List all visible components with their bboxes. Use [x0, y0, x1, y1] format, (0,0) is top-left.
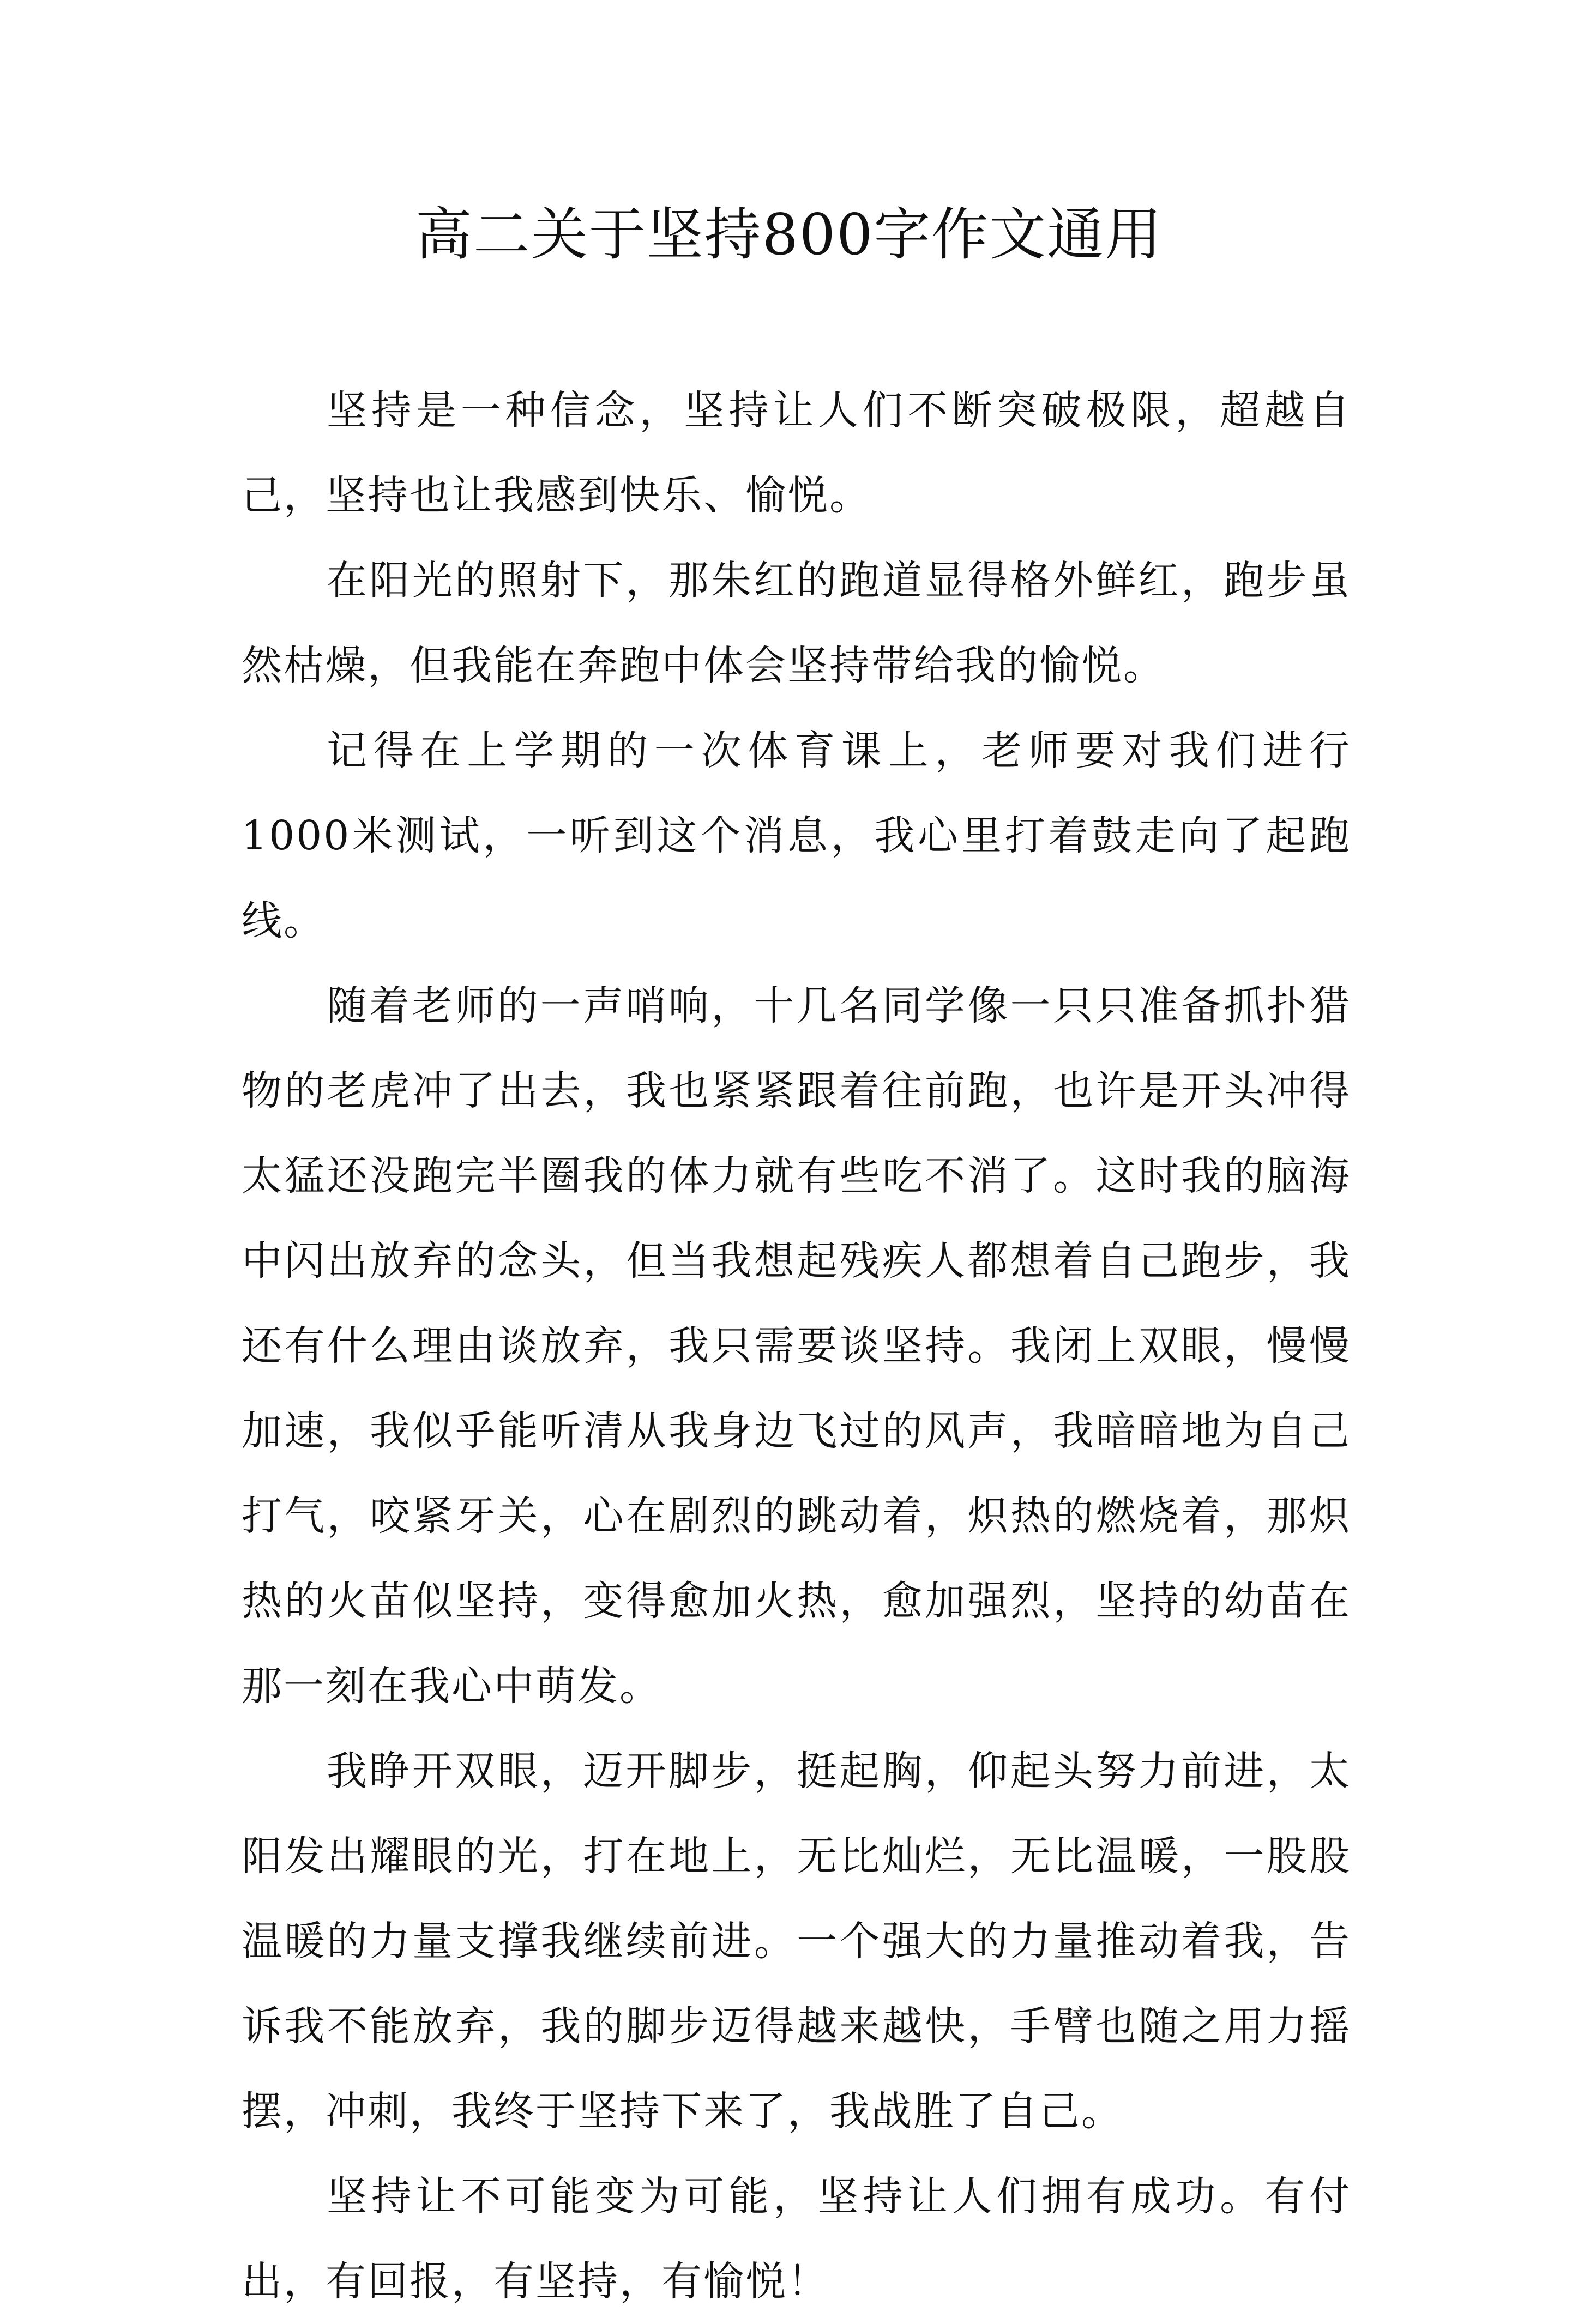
paragraph-3: 记得在上学期的一次体育课上，老师要对我们进行1000米测试，一听到这个消息，我心里打着鼓走向了起跑线。 — [242, 727, 1351, 944]
paragraph-6: 坚持让不可能变为可能，坚持让人们拥有成功。有付出，有回报，有坚持，有愉悦！ — [242, 2173, 1351, 2305]
paragraph-2: 在阳光的照射下，那朱红的跑道显得格外鲜红，跑步虽然枯燥，但我能在奔跑中体会坚持带给我的愉悦。 — [242, 557, 1351, 689]
paragraph-1: 坚持是一种信念，坚持让人们不断突破极限，超越自己，坚持也让我感到快乐、愉悦。 — [242, 387, 1351, 519]
essay-body — [242, 368, 1351, 2324]
document-title: 高二关于坚持800字作文通用 — [415, 201, 1163, 268]
paragraph-4: 随着老师的一声哨响，十几名同学像一只只准备抓扑猎物的老虎冲了出去，我也紧紧跟着往前跑，也许是开头冲得太猛还没跑完半圈我的体力就有些吃不消了。这时我的脑海中闪出放弃的念头，但当我想起残疾人都想着自己跑步，我还有什么理由谈放弃，我只需要谈坚持。我闭上双眼，慢慢加速，我似乎能听清从我身边飞过的风声，我暗暗地为自己打气，咬紧牙关，心在剧烈的跳动着，炽热的燃烧着，那炽热的火苗似坚持，变得愈加火热，愈加强烈，坚持的幼苗在那一刻在我心中萌发。 — [242, 982, 1351, 1710]
paragraph-5: 我睁开双眼，迈开脚步，挺起胸，仰起头努力前进，太阳发出耀眼的光，打在地上，无比灿烂，无比温暖，一股股温暖的力量支撑我继续前进。一个强大的力量推动着我，告诉我不能放弃，我的脚步迈得越来越快，手臂也随之用力摇摆，冲刺，我终于坚持下来了，我战胜了自己。 — [242, 1748, 1351, 2135]
